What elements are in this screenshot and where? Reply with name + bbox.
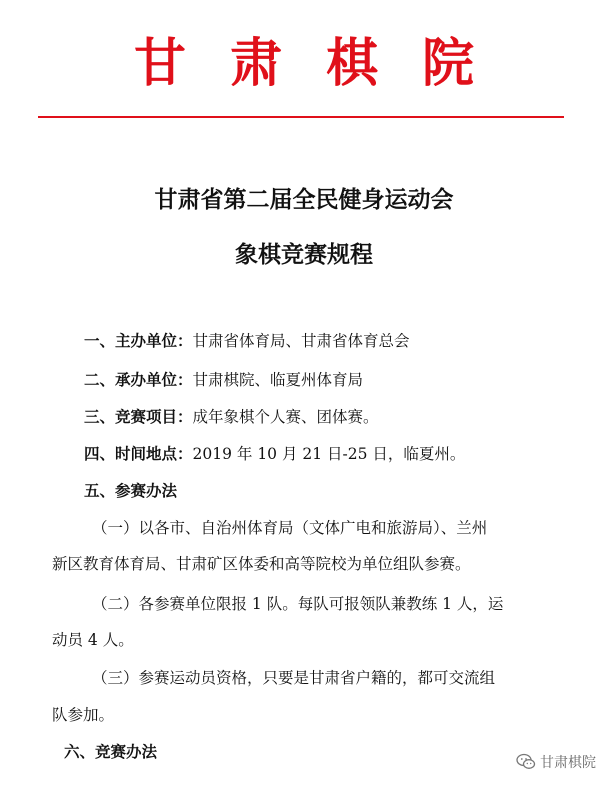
paragraph-2-line-1: （二）各参赛单位限报 1 队。每队可报领队兼教练 1 人，运 [92, 595, 504, 613]
section-label: 二、承办单位： [84, 371, 193, 389]
section-value: 甘肃棋院、临夏州体育局 [192, 371, 364, 389]
paragraph-1-line-2: 新区教育体育局、甘肃矿区体委和高等院校为单位组队参赛。 [52, 555, 471, 573]
paragraph-3-line-1: （三）参赛运动员资格，只要是甘肃省户籍的，都可交流组 [92, 669, 496, 687]
section-competition-method [64, 741, 157, 763]
watermark-text: 甘肃棋院 [540, 755, 596, 771]
section-value: 2019 年 10 月 21 日-25 日，临夏州。 [192, 445, 466, 463]
section-label: 一、主办单位： [84, 332, 193, 350]
section-time-place [84, 443, 465, 465]
section-value: 成年象棋个人赛、团体赛。 [192, 408, 379, 426]
section-organizer [84, 330, 410, 352]
paragraph-2-line-2: 动员 4 人。 [52, 631, 134, 649]
document-title-line2: 象棋竞赛规程 [235, 242, 373, 268]
section-label: 四、时间地点： [84, 445, 193, 463]
section-participation [84, 480, 177, 502]
section-label: 五、参赛办法 [84, 482, 178, 500]
watermark [516, 752, 596, 772]
paragraph-1-line-1: （一）以各市、自治州体育局（文体广电和旅游局）、兰州 [92, 519, 488, 537]
section-events [84, 406, 379, 428]
document-title-line1: 甘肃省第二届全民健身运动会 [154, 187, 454, 213]
wechat-icon [516, 753, 536, 771]
section-host [84, 369, 363, 391]
org-header-title: 甘肃棋院 [133, 34, 518, 94]
header-divider [38, 116, 564, 118]
section-label: 六、竞赛办法 [64, 743, 158, 761]
paragraph-3-line-2: 队参加。 [52, 706, 115, 724]
section-label: 三、竞赛项目： [84, 408, 193, 426]
section-value: 甘肃省体育局、甘肃省体育总会 [192, 332, 410, 350]
